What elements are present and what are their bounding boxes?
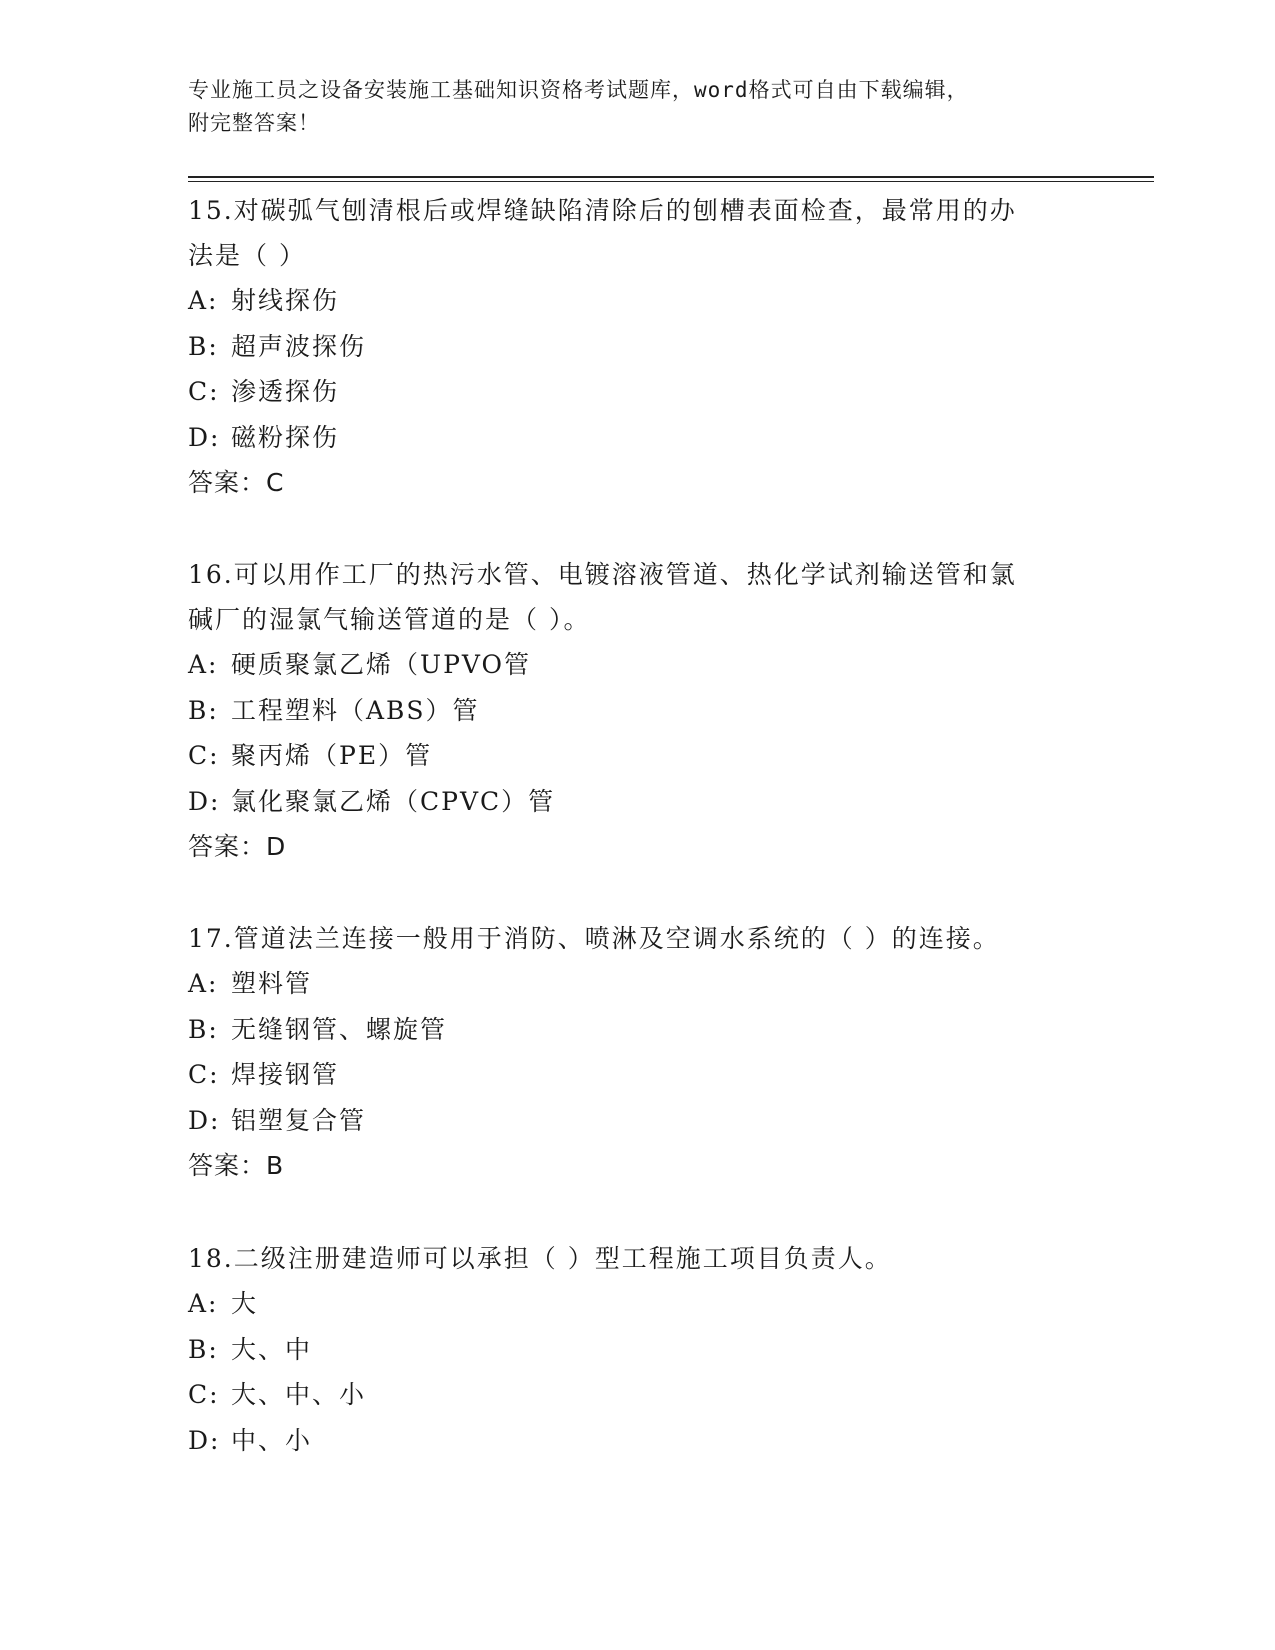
question-stem bbox=[188, 1236, 1088, 1281]
option-key: B: bbox=[188, 331, 219, 361]
option-key: B: bbox=[188, 1014, 219, 1044]
option-key: C: bbox=[188, 1380, 220, 1409]
option-key: D: bbox=[188, 1425, 221, 1455]
option-text: 大 bbox=[231, 1289, 259, 1318]
question-stem-line-2: 碱厂的湿氯气输送管道的是（ ）。 bbox=[188, 605, 591, 634]
option-a bbox=[188, 642, 1088, 688]
option-text: 无缝钢管、螺旋管 bbox=[231, 1014, 448, 1044]
option-c bbox=[188, 733, 1088, 779]
option-text: 氯化聚氯乙烯（CPVC）管 bbox=[231, 786, 556, 816]
question-17 bbox=[188, 916, 1088, 1189]
question-stem-line-1: 15.对碳弧气刨清根后或焊缝缺陷清除后的刨槽表面检查，最常用的办 bbox=[188, 196, 1017, 225]
header-divider-thin bbox=[188, 181, 1154, 182]
option-text: 射线探伤 bbox=[231, 286, 340, 315]
answer-line: 答案：C bbox=[188, 468, 285, 497]
option-b bbox=[188, 324, 1088, 370]
option-text: 大、中、小 bbox=[231, 1380, 367, 1409]
option-key: B: bbox=[188, 695, 219, 725]
option-key: A: bbox=[188, 1289, 219, 1318]
header-line-1: 专业施工员之设备安装施工基础知识资格考试题库，word格式可自由下载编辑， bbox=[188, 78, 969, 102]
option-key: C: bbox=[188, 1060, 220, 1089]
question-stem-line-1: 17.管道法兰连接一般用于消防、喷淋及空调水系统的（ ）的连接。 bbox=[188, 924, 1000, 953]
option-d bbox=[188, 415, 1088, 461]
option-a bbox=[188, 1281, 1088, 1327]
header-line-2: 附完整答案！ bbox=[188, 111, 320, 135]
option-c bbox=[188, 1372, 1088, 1418]
option-key: D: bbox=[188, 1105, 221, 1135]
option-d bbox=[188, 779, 1088, 825]
option-key: C: bbox=[188, 741, 220, 770]
question-16 bbox=[188, 552, 1088, 870]
option-a bbox=[188, 278, 1088, 324]
document-header bbox=[188, 74, 1068, 140]
option-d bbox=[188, 1418, 1088, 1464]
option-a bbox=[188, 961, 1088, 1007]
question-stem bbox=[188, 552, 1088, 642]
option-text: 塑料管 bbox=[231, 969, 313, 998]
option-d bbox=[188, 1098, 1088, 1144]
option-key: B: bbox=[188, 1334, 219, 1364]
option-b bbox=[188, 688, 1088, 734]
question-stem bbox=[188, 188, 1088, 278]
option-key: A: bbox=[188, 969, 219, 998]
question-stem bbox=[188, 916, 1088, 961]
question-18 bbox=[188, 1236, 1088, 1463]
header-divider-thick bbox=[188, 176, 1154, 178]
option-key: A: bbox=[188, 286, 219, 315]
option-text: 聚丙烯（PE）管 bbox=[231, 741, 433, 770]
option-text: 渗透探伤 bbox=[231, 377, 340, 406]
option-key: D: bbox=[188, 786, 221, 816]
question-15 bbox=[188, 188, 1088, 506]
option-key: C: bbox=[188, 377, 220, 406]
answer-line: 答案：D bbox=[188, 832, 287, 861]
option-text: 大、中 bbox=[231, 1334, 313, 1364]
question-stem-line-1: 16.可以用作工厂的热污水管、电镀溶液管道、热化学试剂输送管和氯 bbox=[188, 560, 1017, 589]
option-text: 硬质聚氯乙烯（UPVO管 bbox=[231, 650, 532, 679]
question-stem-line-2: 法是（ ） bbox=[188, 241, 306, 270]
option-text: 超声波探伤 bbox=[231, 331, 367, 361]
option-text: 焊接钢管 bbox=[231, 1060, 340, 1089]
question-stem-line-1: 18.二级注册建造师可以承担（ ）型工程施工项目负责人。 bbox=[188, 1244, 892, 1273]
option-c bbox=[188, 369, 1088, 415]
option-key: A: bbox=[188, 650, 219, 679]
answer-line: 答案：B bbox=[188, 1151, 285, 1180]
option-c bbox=[188, 1052, 1088, 1098]
option-text: 中、小 bbox=[231, 1425, 313, 1455]
option-text: 磁粉探伤 bbox=[231, 422, 340, 452]
option-b bbox=[188, 1327, 1088, 1373]
option-text: 铝塑复合管 bbox=[231, 1105, 367, 1135]
option-text: 工程塑料（ABS）管 bbox=[231, 695, 480, 725]
option-b bbox=[188, 1007, 1088, 1053]
option-key: D: bbox=[188, 422, 221, 452]
